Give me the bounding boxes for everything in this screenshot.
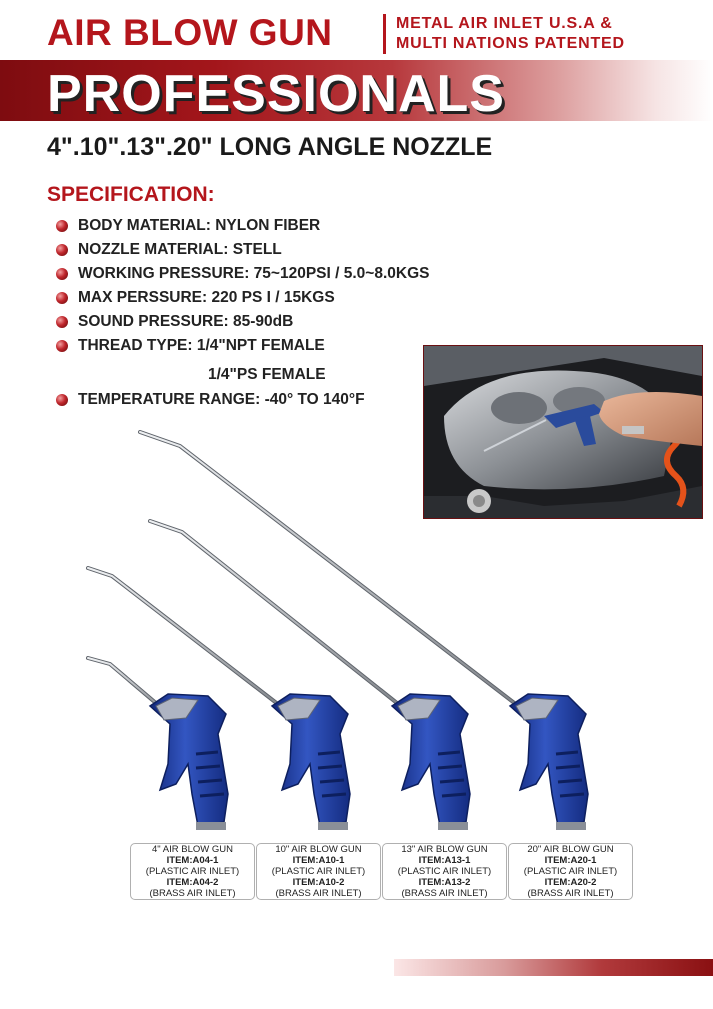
item-code: ITEM:A20-2 xyxy=(544,877,597,888)
inlet-type: (PLASTIC AIR INLET) xyxy=(145,866,240,877)
spec-text: TEMPERATURE RANGE: -40° TO 140°F xyxy=(78,391,365,408)
inlet-type: (PLASTIC AIR INLET) xyxy=(271,866,366,877)
item-code: ITEM:A13-1 xyxy=(418,855,471,866)
product-name: 20" AIR BLOW GUN xyxy=(527,844,614,855)
spec-text: WORKING PRESSURE: 75~120PSI / 5.0~8.0KGS xyxy=(78,265,430,282)
inlet-type: (BRASS AIR INLET) xyxy=(275,888,362,899)
product-caption-a13 xyxy=(382,843,507,900)
inlet-type: (PLASTIC AIR INLET) xyxy=(397,866,492,877)
product-name: 13" AIR BLOW GUN xyxy=(401,844,488,855)
footer-gradient-bar xyxy=(394,959,713,976)
product-caption-a20 xyxy=(508,843,633,900)
inlet-type: (PLASTIC AIR INLET) xyxy=(523,866,618,877)
item-code: ITEM:A04-1 xyxy=(166,855,219,866)
banner-text: PROFESSIONALS xyxy=(47,65,505,123)
specification-heading: SPECIFICATION: xyxy=(47,183,215,206)
patent-line-2: MULTI NATIONS PATENTED xyxy=(396,35,625,52)
product-name: 10" AIR BLOW GUN xyxy=(275,844,362,855)
inlet-type: (BRASS AIR INLET) xyxy=(401,888,488,899)
product-caption-a10 xyxy=(256,843,381,900)
item-code: ITEM:A10-2 xyxy=(292,877,345,888)
item-code: ITEM:A13-2 xyxy=(418,877,471,888)
item-code: ITEM:A04-2 xyxy=(166,877,219,888)
item-code: ITEM:A10-1 xyxy=(292,855,345,866)
item-code: ITEM:A20-1 xyxy=(544,855,597,866)
spec-text: MAX PERSSURE: 220 PS I / 15KGS xyxy=(78,289,335,306)
thread-type-line-2: 1/4"PS FEMALE xyxy=(208,366,326,383)
product-name: 4" AIR BLOW GUN xyxy=(152,844,233,855)
inlet-type: (BRASS AIR INLET) xyxy=(149,888,236,899)
gun-4-inch xyxy=(88,658,228,830)
spec-text: THREAD TYPE: 1/4"NPT FEMALE xyxy=(78,337,325,354)
inlet-type: (BRASS AIR INLET) xyxy=(527,888,614,899)
spec-text: BODY MATERIAL: NYLON FIBER xyxy=(78,217,321,234)
patent-line-1: METAL AIR INLET U.S.A & xyxy=(396,15,613,32)
product-caption-a04 xyxy=(130,843,255,900)
page-title: AIR BLOW GUN xyxy=(47,12,333,53)
spec-text: NOZZLE MATERIAL: STELL xyxy=(78,241,282,258)
spec-text: SOUND PRESSURE: 85-90dB xyxy=(78,313,294,330)
nozzle-subtitle: 4".10".13".20" LONG ANGLE NOZZLE xyxy=(47,133,493,161)
